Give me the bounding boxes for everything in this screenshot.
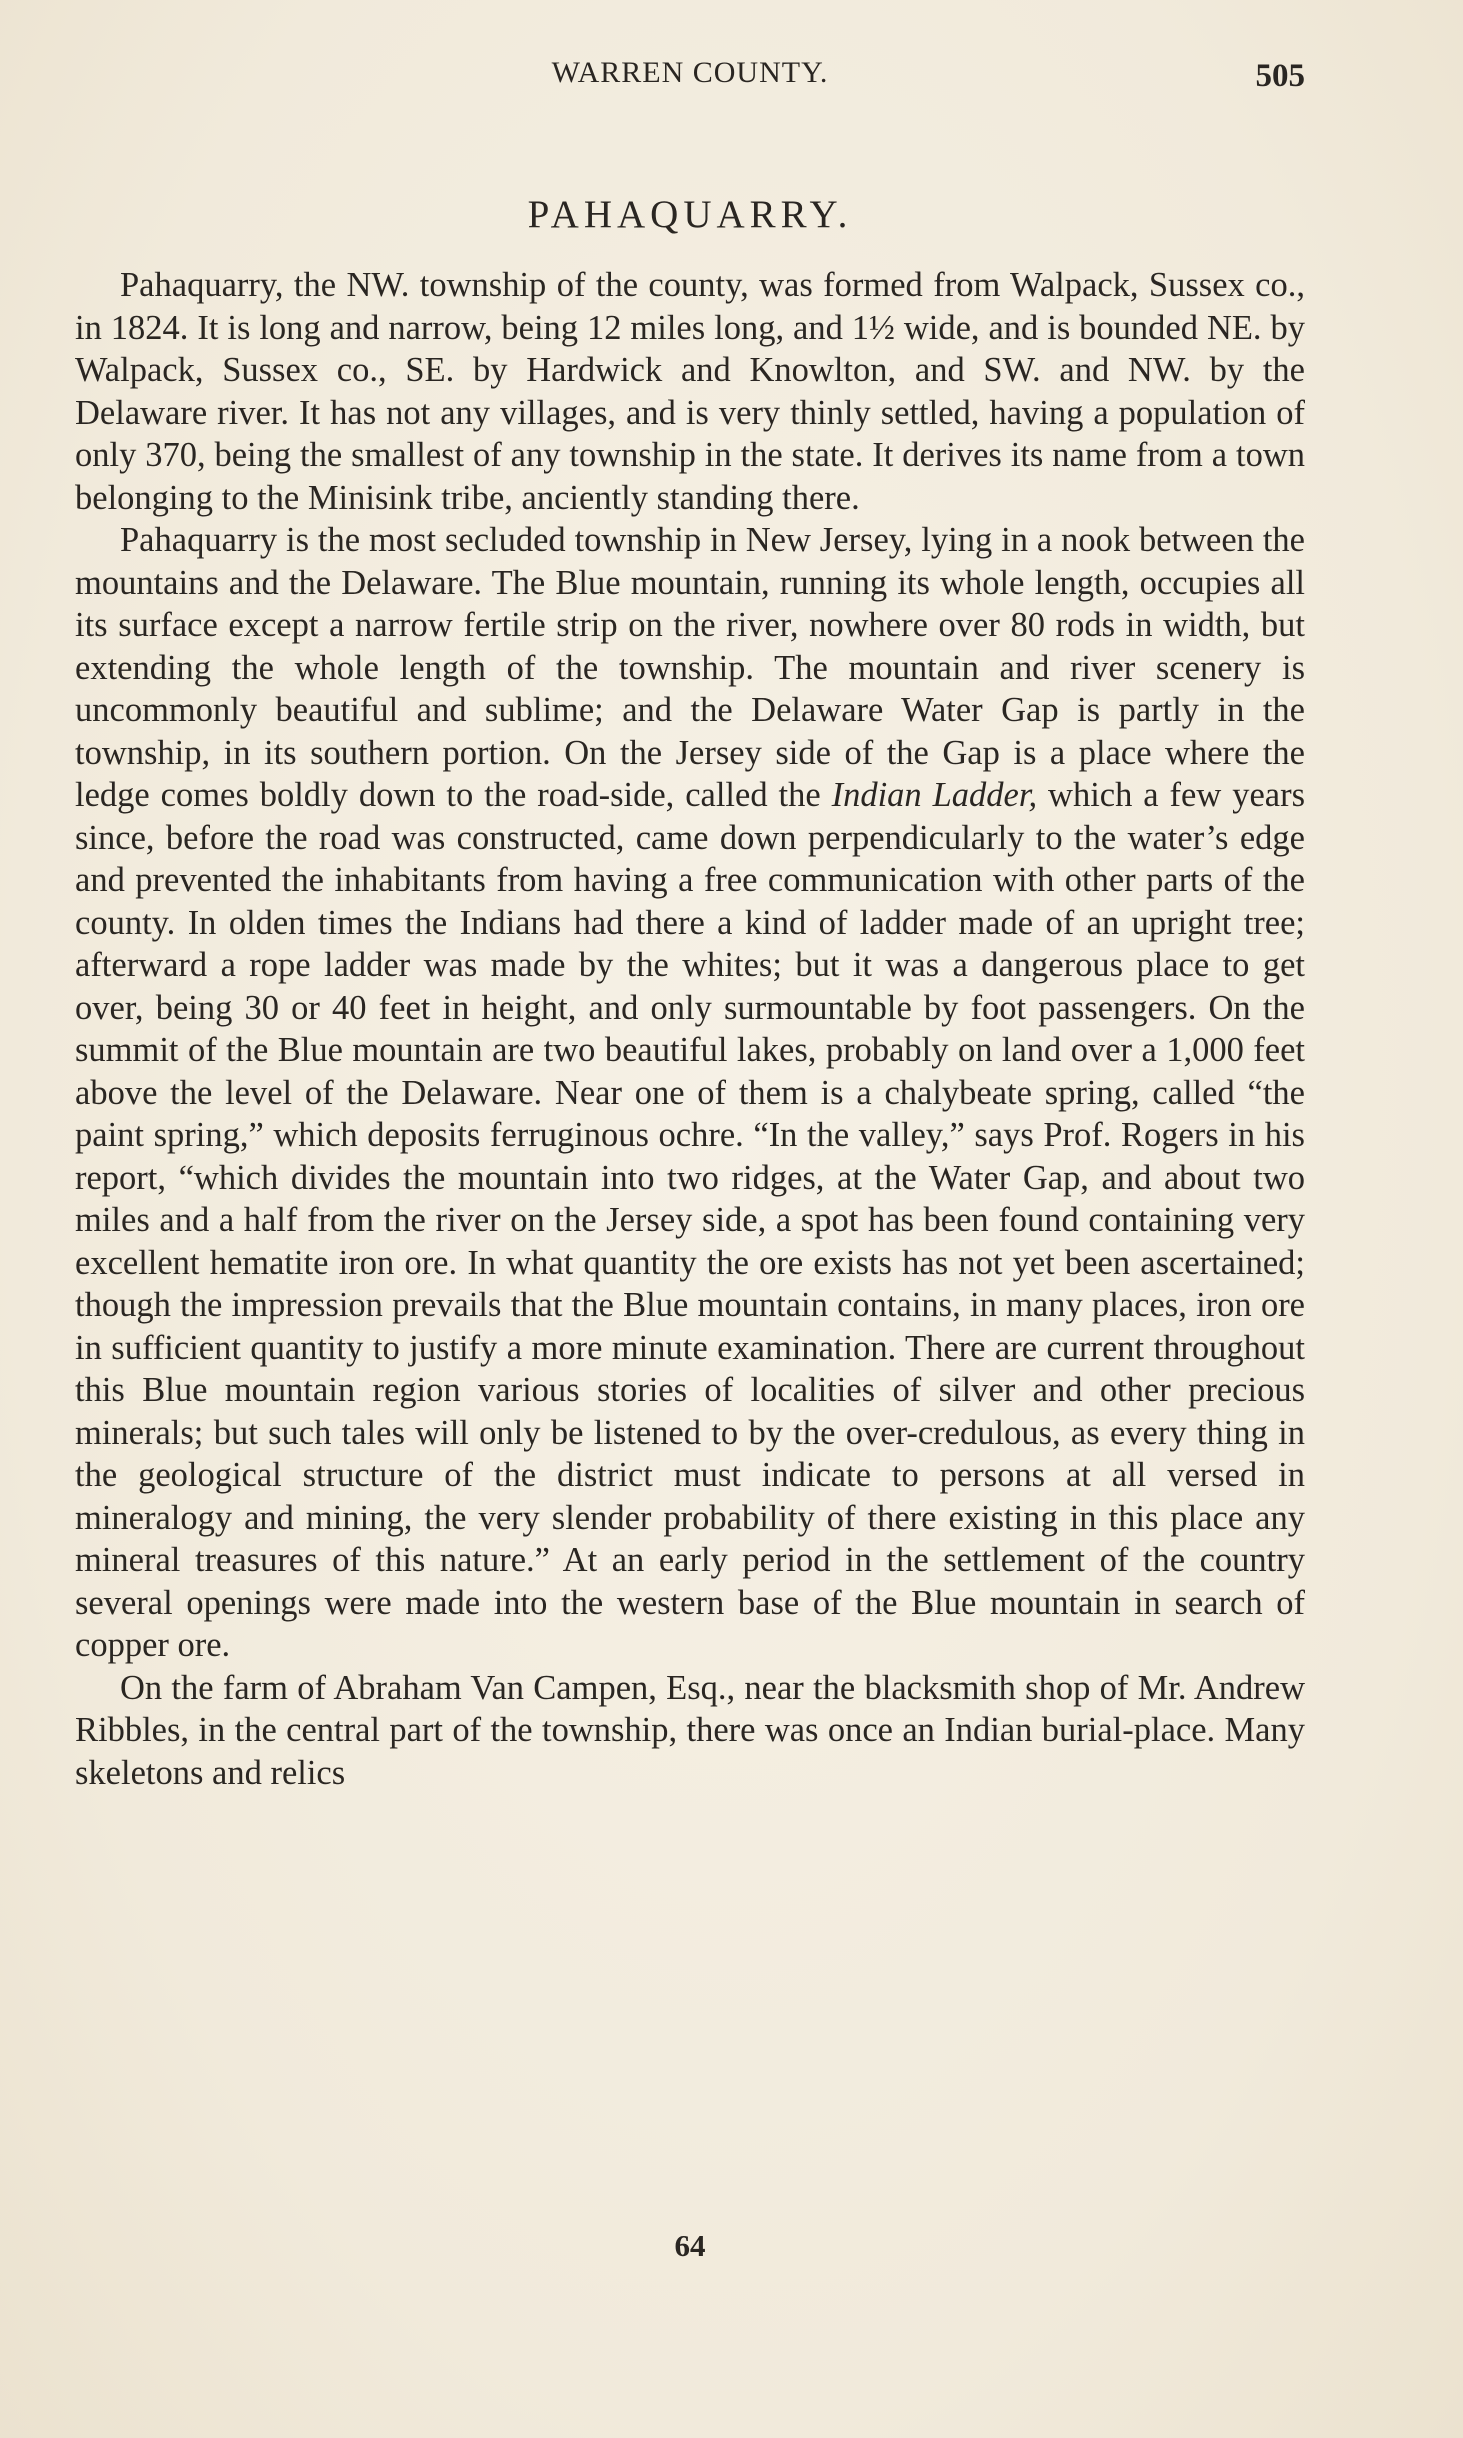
signature-mark: 64 <box>674 2228 706 2263</box>
running-head <box>75 56 1305 106</box>
running-title: WARREN COUNTY. <box>551 56 829 89</box>
body-text <box>75 264 1305 1794</box>
paragraph-2 <box>75 519 1305 1667</box>
paragraph-2-text-b: which a few years since, before the road was constructed, came down perpendicularly to the water’s edge and prevented the inhabitants from having a free communication with other parts of the county. In olden times the Indians had there a kind of ladder made of an upright tree; afterward a rope ladder was made by the whites; but it was a dangerous place to get over, being 30 or 40 feet in height, and only surmountable by foot passengers. On the summit of the Blue mountain are two beautiful lakes, probably on land over a 1,000 feet above the level of the Delaware. Near one of them is a chalybeate spring, called “the paint spring,” which deposits ferruginous ochre. “In the valley,” says Prof. Rogers in his report, “which divides the mountain into two ridges, at the Water Gap, and about two miles and a half from the river on the Jersey side, a spot has been found containing very excellent hematite iron ore. In what quantity the ore exists has not yet been ascertained; though the impression prevails that the Blue mountain contains, in many places, iron ore in sufficient quantity to justify a more minute examination. There are current throughout this Blue mountain region various stories of localities of silver and other precious minerals; but such tales will only be listened to by the over-credulous, as every thing in the geological structure of the district must indicate to persons at all versed in mineralogy and mining, the very slender probability of there existing in this place any mineral treasures of this nature.” At an early period in the settlement of the country several openings were made into the western base of the Blue mountain in search of copper ore. <box>75 776 1305 1664</box>
paragraph-3: On the farm of Abraham Van Campen, Esq., near the blacksmith shop of Mr. Andrew Ribbles, in the central part of the township, there was once an Indian burial-place. Many skeletons and relics <box>75 1668 1305 1792</box>
page-number: 505 <box>1255 58 1305 94</box>
section-title: PAHAQUARRY. <box>527 193 853 236</box>
paragraph-2-text-a: Pahaquarry is the most secluded township in New Jersey, lying in a nook between the mountains and the Delaware. The Blue mountain, running its whole length, occupies all its surface except a narrow fertile strip on the river, nowhere over 80 rods in width, but extending the whole length of the township. The mountain and river scenery is uncommonly beautiful and sublime; and the Delaware Water Gap is partly in the township, in its southern portion. On the Jersey side of the Gap is a place where the ledge comes boldly down to the road-side, called the <box>75 521 1305 814</box>
paragraph-1: Pahaquarry, the NW. township of the county, was formed from Walpack, Sussex co., in 1824. It is long and narrow, being 12 miles long, and 1½ wide, and is bounded NE. by Walpack, Sussex co., SE. by Hardwick and Knowlton, and SW. and NW. by the Delaware river. It has not any villages, and is very thinly settled, having a population of only 370, being the smallest of any township in the state. It derives its name from a town belonging to the Minisink tribe, anciently standing there. <box>75 266 1305 517</box>
indian-ladder-italic: Indian Ladder, <box>831 776 1038 814</box>
